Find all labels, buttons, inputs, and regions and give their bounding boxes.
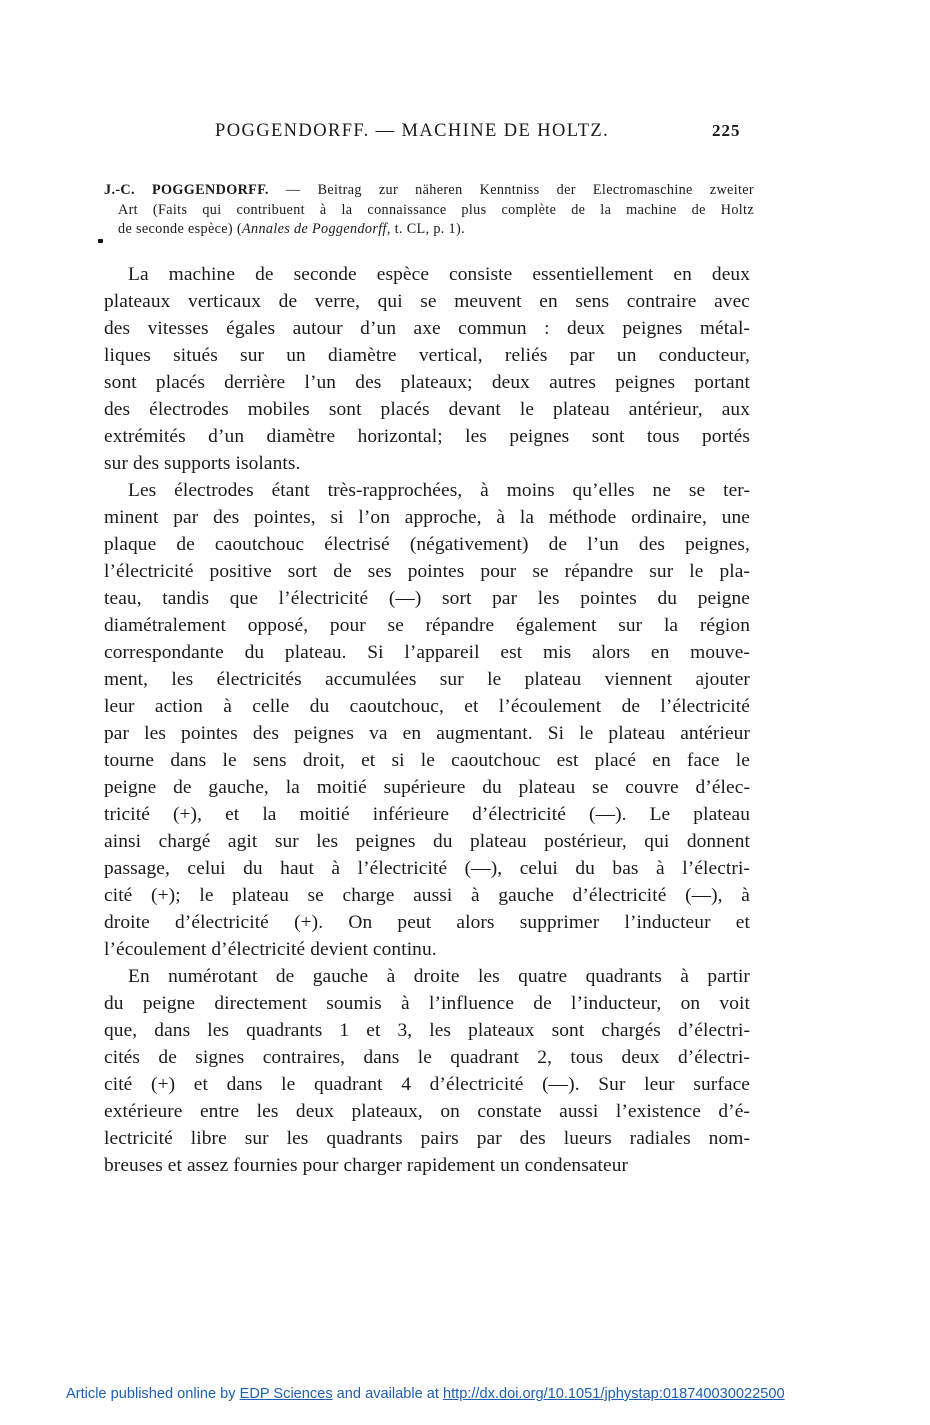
reference-text: — Beitrag zur näheren Kenntniss der Electromaschine zweiter: [268, 182, 755, 198]
text-line: correspondante du plateau. Si l’appareil est mis alors en mouve-: [104, 642, 750, 663]
text-line: extérieure entre les deux plateaux, on constate aussi l’existence d’é-: [104, 1101, 750, 1122]
text-line: sont placés derrière l’un des plateaux; deux autres peignes portant: [104, 372, 750, 393]
publisher-link[interactable]: EDP Sciences: [239, 1386, 333, 1402]
text-line: La machine de seconde espèce consiste essentiellement en deux: [128, 264, 750, 285]
footer-prefix: Article published online by: [66, 1386, 240, 1402]
text-line: leur action à celle du caoutchouc, et l’écoulement de l’électricité: [104, 696, 750, 717]
body-text: [104, 261, 750, 1179]
text-line: que, dans les quadrants 1 et 3, les plateaux sont chargés d’électri-: [104, 1020, 750, 1041]
text-line: minent par des pointes, si l’on approche, à la méthode ordinaire, une: [104, 507, 750, 528]
text-line: tourne dans le sens droit, et si le caoutchouc est placé en face le: [104, 750, 750, 771]
text-line: cité (+) et dans le quadrant 4 d’électricité (—). Sur leur surface: [104, 1074, 750, 1095]
page-number: 225: [712, 121, 741, 140]
text-line: liques situés sur un diamètre vertical, reliés par un conducteur,: [104, 345, 750, 366]
text-line: droite d’électricité (+). On peut alors supprimer l’inducteur et: [104, 912, 750, 933]
text-line: du peigne directement soumis à l’influence de l’inducteur, on voit: [104, 993, 750, 1014]
reference-text: de seconde espèce) (: [118, 221, 242, 237]
text-line: passage, celui du haut à l’électricité (—), celui du bas à l’électri-: [104, 858, 750, 879]
footer: [66, 1386, 785, 1402]
text-line: sur des supports isolants.: [104, 453, 301, 474]
reference-author: J.-C. POGGENDORFF.: [104, 182, 269, 198]
text-line: l’écoulement d’électricité devient continu.: [104, 939, 437, 960]
reference-text: , t. CL, p. 1).: [386, 221, 465, 237]
text-line: ainsi chargé agit sur les peignes du plateau postérieur, qui donnent: [104, 831, 750, 852]
text-line: par les pointes des peignes va en augmentant. Si le plateau antérieur: [104, 723, 750, 744]
footer-middle: and available at: [332, 1386, 443, 1402]
text-line: peigne de gauche, la moitié supérieure du plateau se couvre d’élec-: [104, 777, 750, 798]
text-line: teau, tandis que l’électricité (—) sort par les pointes du peigne: [104, 588, 750, 609]
text-line: l’électricité positive sort de ses pointes pour se répandre sur le pla-: [104, 561, 750, 582]
running-head: [0, 121, 930, 147]
text-line: plaque de caoutchouc électrisé (négativement) de l’un des peignes,: [104, 534, 750, 555]
text-line: lectricité libre sur les quadrants pairs par des lueurs radiales nom-: [104, 1128, 750, 1149]
reference-journal: Annales de Poggendorff: [241, 221, 387, 237]
text-line: tricité (+), et la moitié inférieure d’électricité (—). Le plateau: [104, 804, 750, 825]
reference-line: [104, 181, 754, 201]
paragraph-1: [104, 261, 750, 477]
paragraph-3: [104, 963, 750, 1179]
text-line: En numérotant de gauche à droite les quatre quadrants à partir: [128, 966, 750, 987]
text-line: ment, les électricités accumulées sur le plateau viennent ajouter: [104, 669, 750, 690]
text-line: diamétralement opposé, pour se répandre également sur la région: [104, 615, 750, 636]
running-title: POGGENDORFF. — MACHINE DE HOLTZ.: [215, 121, 610, 141]
doi-link[interactable]: http://dx.doi.org/10.1051/jphystap:018740030022500: [442, 1386, 785, 1402]
text-line: cité (+); le plateau se charge aussi à gauche d’électricité (—), à: [104, 885, 750, 906]
paragraph-2: [104, 477, 750, 963]
text-line: Les électrodes étant très-rapprochées, à moins qu’elles ne se ter-: [128, 480, 750, 501]
text-line: breuses et assez fournies pour charger rapidement un condensateur: [104, 1155, 629, 1176]
text-line: des vitesses égales autour d’un axe commun : deux peignes métal-: [104, 318, 750, 339]
text-line: extrémités d’un diamètre horizontal; les peignes sont tous portés: [104, 426, 750, 447]
text-line: cités de signes contraires, dans le quadrant 2, tous deux d’électri-: [104, 1047, 750, 1068]
text-line: plateaux verticaux de verre, qui se meuvent en sens contraire avec: [104, 291, 750, 312]
margin-mark: [98, 239, 103, 243]
reference-line: [104, 220, 754, 240]
reference-line: Art (Faits qui contribuent à la connaissance plus complète de la machine de Holtz: [118, 201, 754, 218]
bibliographic-reference: [104, 181, 754, 240]
text-line: des électrodes mobiles sont placés devant le plateau antérieur, aux: [104, 399, 750, 420]
